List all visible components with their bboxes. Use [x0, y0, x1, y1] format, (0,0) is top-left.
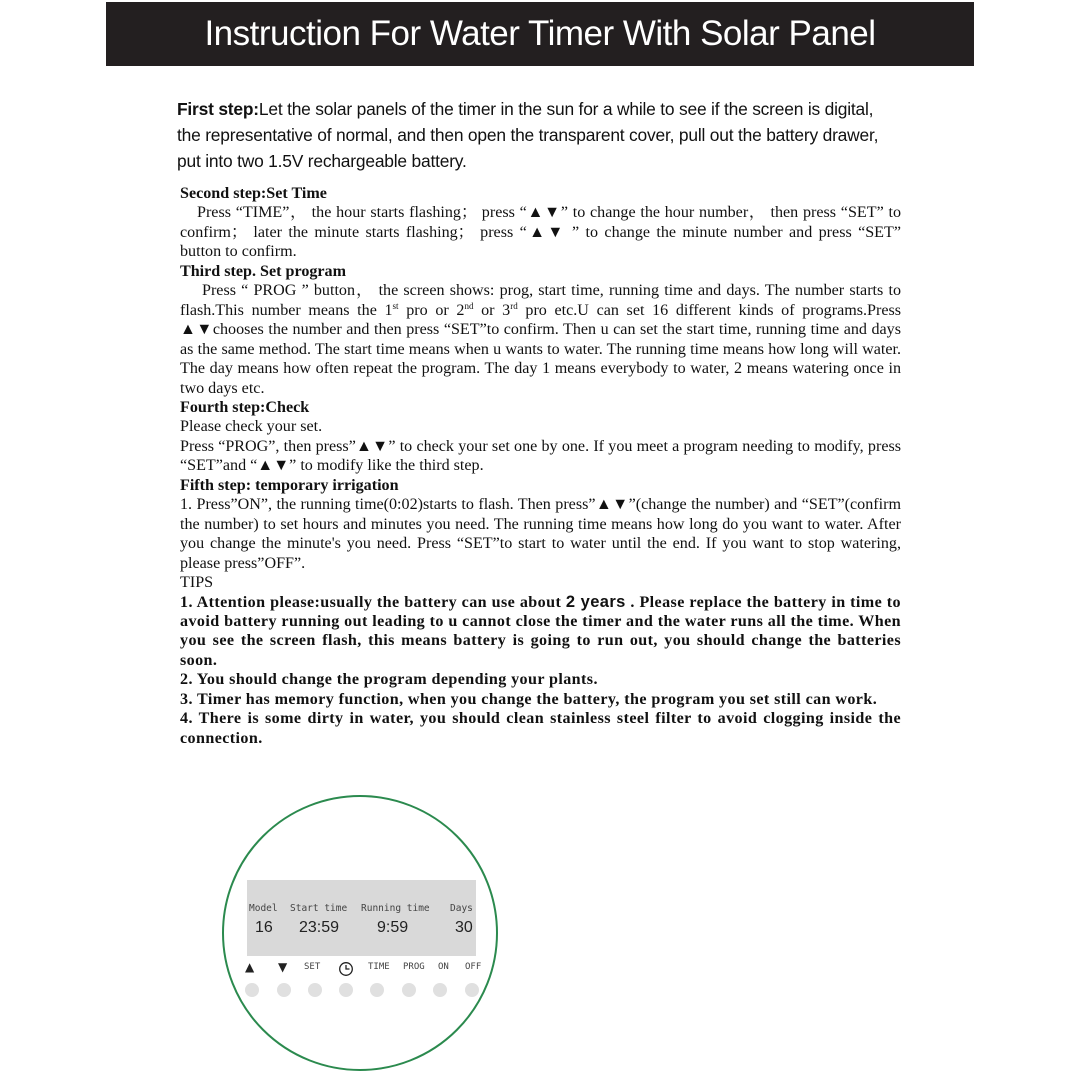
- first-step-label: First step:: [177, 99, 259, 119]
- first-step-text: Let the solar panels of the timer in the sun for a while to see if the screen is digital, the representative of normal, and then open the transparent cover, pull out the battery drawer, put into two 1.5V rechargeable battery.: [177, 99, 879, 171]
- lcd-value-start-time: 23:59: [299, 919, 340, 936]
- tip-3: 3. Timer has memory function, when you change the battery, the program you set still can work.: [180, 690, 878, 708]
- step4-line2: Press “PROG”, then press”▲▼” to check your set one by one. If you meet a program needing to modify, press “SET”and “▲▼” to modify like the third step.: [180, 437, 901, 475]
- button-prog[interactable]: [402, 983, 416, 997]
- lcd-value-running-time: 9:59: [377, 919, 409, 936]
- timer-lcd-display: [247, 880, 476, 956]
- tip1-years: 2 years: [565, 592, 626, 611]
- step4-line1: Please check your set.: [180, 418, 323, 436]
- first-step: [177, 96, 897, 174]
- tip1-b: . Please replace the battery in time to avoid battery running out leading to u cannot close the timer and the water runs all the time. When you see the screen flash, this means battery is going to run out, you should change the batteries soon.: [180, 593, 901, 669]
- tip-1: [180, 593, 901, 671]
- button-on[interactable]: [433, 983, 447, 997]
- button-clock[interactable]: [339, 983, 353, 997]
- sup-st: st: [392, 300, 399, 311]
- tip1-a: 1. Attention please:usually the battery can use about: [180, 593, 566, 611]
- lcd-value-days: 30: [455, 919, 473, 936]
- prog-label: PROG: [403, 962, 425, 972]
- lcd-label-days: Days: [450, 903, 473, 914]
- step2-title: Second step:Set Time: [180, 185, 327, 202]
- step2-text: Press “TIME”， the hour starts flashing； press “▲▼” to change the hour number， then press “SET” to confirm； later the minute starts flashing； press “▲▼ ” to change the minute number and press “SET” button to confirm.: [180, 204, 901, 261]
- step3-title: Third step. Set program: [180, 262, 347, 280]
- set-label: SET: [304, 962, 321, 972]
- button-off[interactable]: [465, 983, 479, 997]
- tip-4: 4. There is some dirty in water, you should clean stainless steel filter to avoid clogging inside the connection.: [180, 710, 901, 747]
- tips-title: TIPS: [180, 574, 214, 592]
- time-label: TIME: [368, 962, 390, 972]
- button-time[interactable]: [370, 983, 384, 997]
- page-header: [106, 2, 974, 66]
- step3-text-c: or 3: [473, 301, 511, 319]
- page-title: Instruction For Water Timer With Solar Panel: [204, 14, 876, 53]
- lcd-value-model: 16: [255, 919, 273, 936]
- clock-icon: [338, 961, 354, 977]
- tip-2: 2. You should change the program depending your plants.: [180, 671, 598, 689]
- sup-rd: rd: [510, 300, 518, 311]
- step5-title: Fifth step: temporary irrigation: [180, 476, 399, 494]
- step3-text-a: Press “ PROG ” button， the screen shows: prog, start time, running time and days. The number starts to flash.This number means the 1: [180, 282, 901, 319]
- button-down[interactable]: [277, 983, 291, 997]
- down-arrow-icon: ▼: [278, 960, 288, 974]
- off-label: OFF: [465, 962, 482, 972]
- step5-text: 1. Press”ON”, the running time(0:02)starts to flash. Then press”▲▼”(change the number) and “SET”(confirm the number) to set hours and minutes you need. The running time means how long do you want to water. After you change the minute's you need. Press “SET”to start to water until the end. If you want to stop watering, please press”OFF”.: [180, 496, 901, 572]
- on-label: ON: [438, 962, 449, 972]
- step3-text-d: pro etc.U can set 16 different kinds of programs.Press ▲▼chooses the number and then press “SET”to confirm. Then u can set the start time, running time and days as the same method. The start time means when u wants to water. The running time means how long will water. The day means how often repeat the program. The day 1 means everybody to water, 2 means watering once in two days etc.: [180, 301, 902, 397]
- lcd-label-running-time: Running time: [361, 903, 430, 914]
- step3-text: [180, 281, 901, 398]
- step4-title: Fourth step:Check: [180, 398, 310, 416]
- button-set[interactable]: [308, 983, 322, 997]
- step3-text-b: pro or 2: [398, 301, 465, 319]
- lcd-label-start-time: Start time: [290, 903, 348, 914]
- button-up[interactable]: [245, 983, 259, 997]
- up-arrow-icon: ▲: [245, 960, 255, 974]
- lcd-label-model: Model: [249, 903, 278, 914]
- instructions-body: [180, 184, 901, 748]
- sup-nd: nd: [464, 300, 474, 311]
